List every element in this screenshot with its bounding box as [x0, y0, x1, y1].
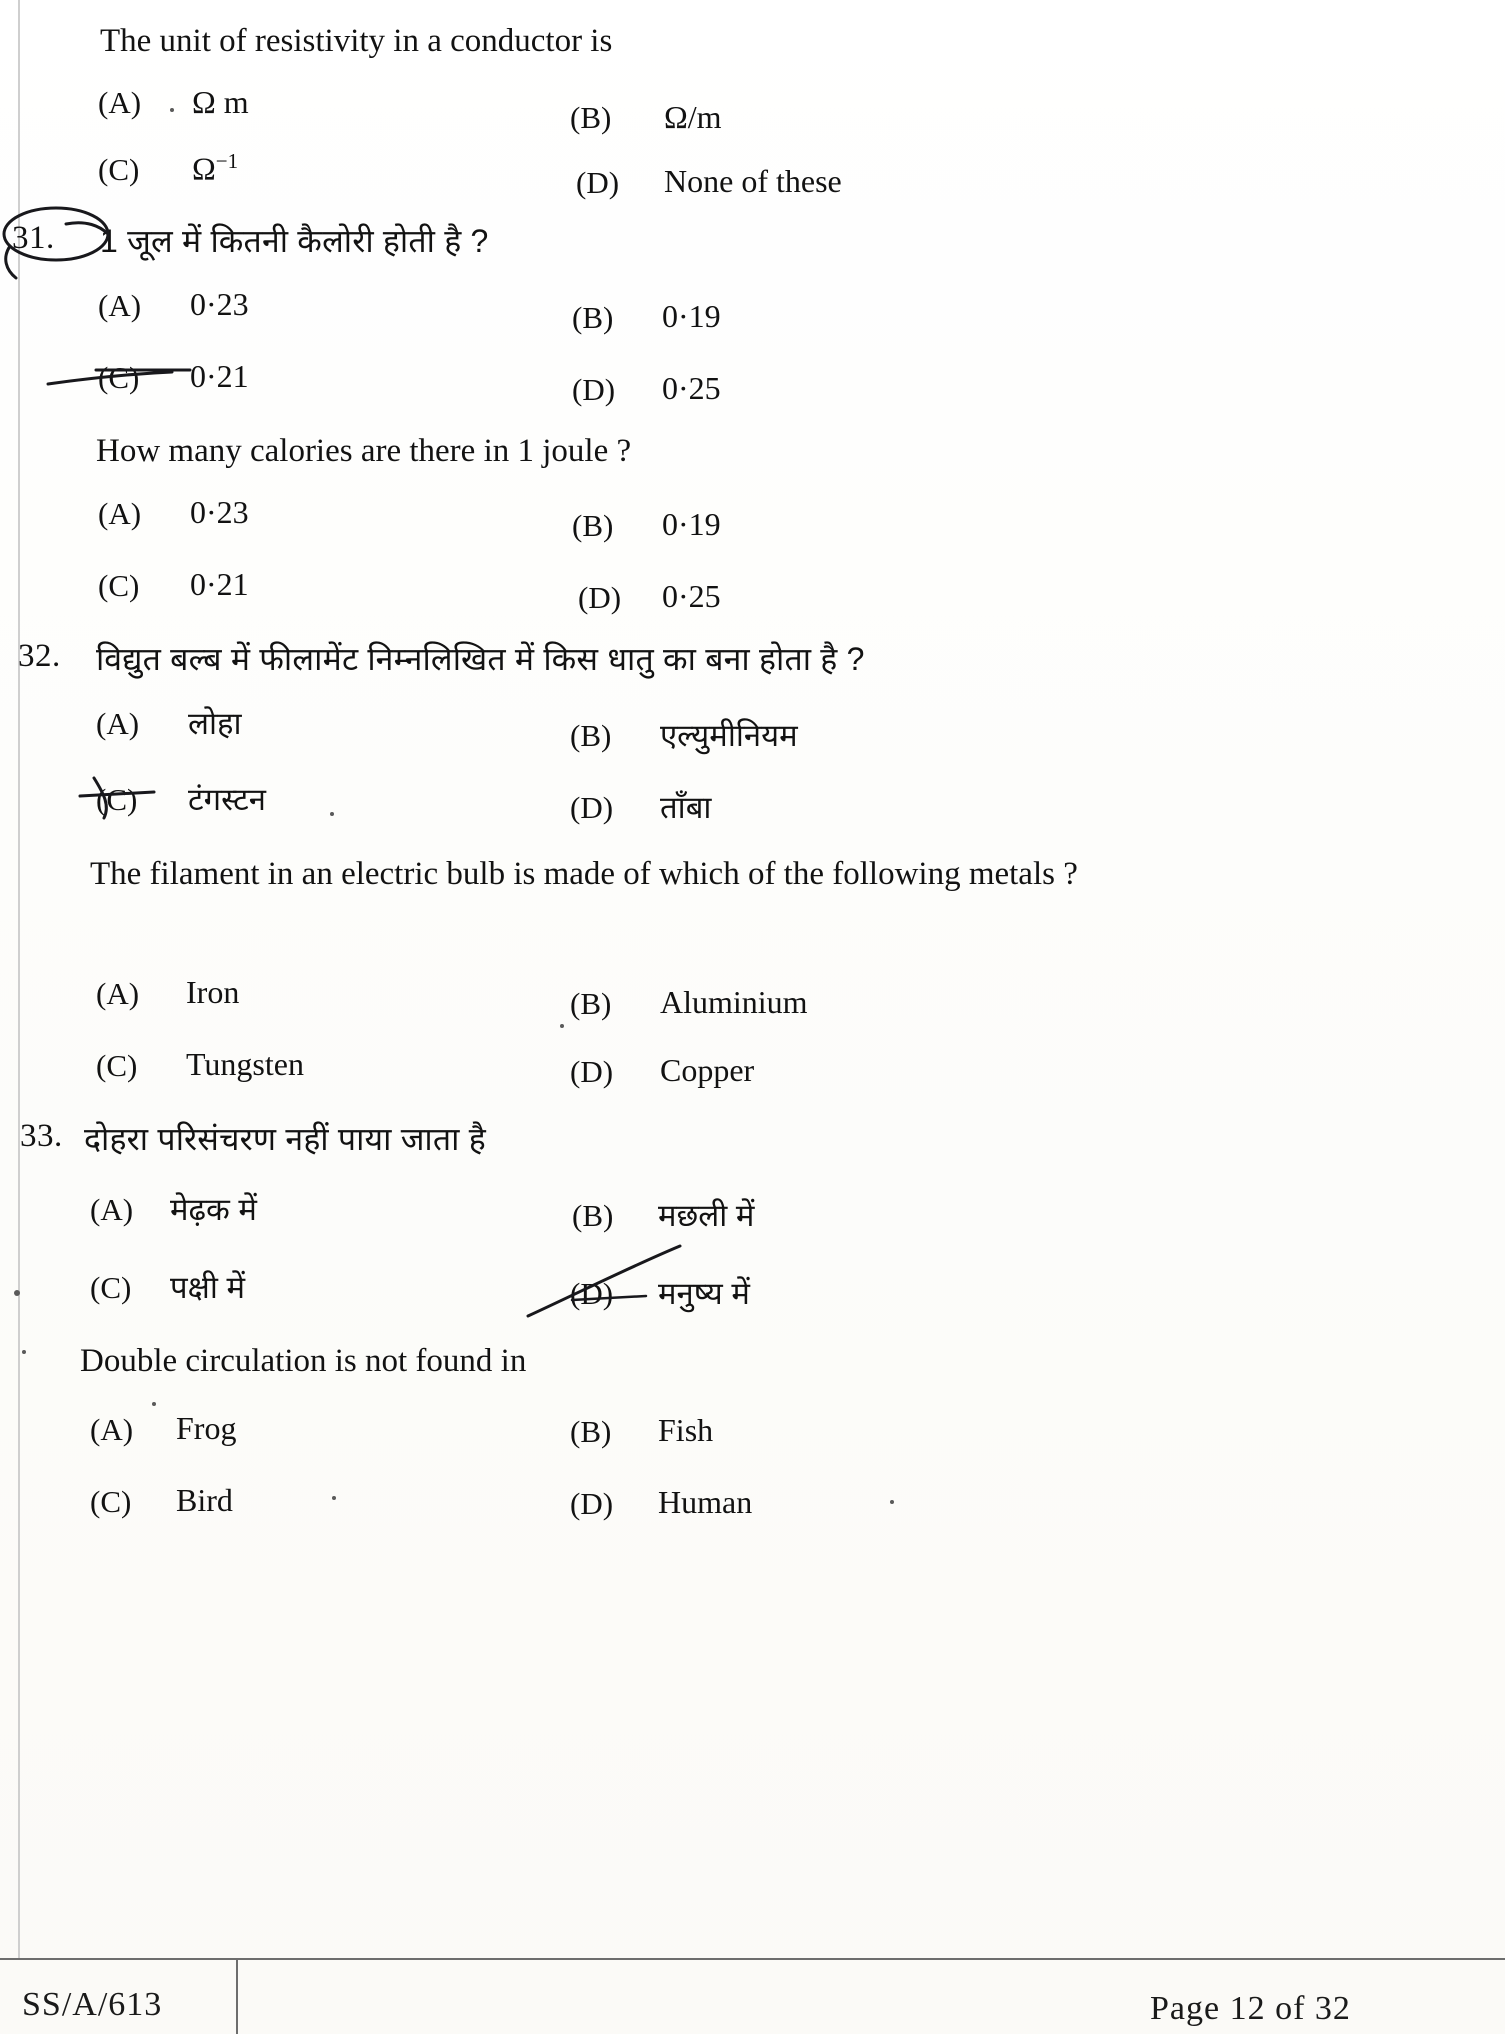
option-label-q31en-c: (C)	[98, 568, 140, 603]
option-text-q30-c-exponent: −1	[215, 149, 239, 173]
option-label-q32en-c: (C)	[96, 1048, 138, 1083]
option-text-q31-b: 0·19	[662, 298, 721, 334]
question-number-33: 33.	[20, 1118, 63, 1154]
option-text-q33-c: पक्षी में	[170, 1270, 246, 1305]
question-number-31: 31.	[12, 220, 55, 256]
option-label-q31en-d: (D)	[578, 580, 622, 615]
option-label-q32en-b: (B)	[570, 986, 612, 1021]
option-text-q33-a: मेढ़क में	[170, 1192, 257, 1227]
option-label-q31en-b: (B)	[572, 508, 614, 543]
option-text-q32en-a: Iron	[186, 974, 240, 1010]
question-stem-q33-en: Double circulation is not found in	[80, 1343, 527, 1379]
stray-ink-dot	[330, 812, 334, 816]
option-text-q31en-a: 0·23	[190, 494, 249, 530]
option-label-q30-c: (C)	[98, 152, 140, 187]
option-label-q33-a: (A)	[90, 1192, 134, 1227]
paper-code-footer: SS/A/613	[22, 1986, 163, 2023]
stray-ink-dot	[560, 1024, 564, 1028]
question-stem-q31-hi: 1 जूल में कितनी कैलोरी होती है ?	[100, 223, 489, 259]
stray-ink-dot	[152, 1402, 156, 1406]
question-stem-q32-hi: विद्युत बल्ब में फीलामेंट निम्नलिखित में किस धातु का बना होता है ?	[96, 641, 865, 677]
option-label-q33en-a: (A)	[90, 1412, 134, 1447]
page-left-border	[18, 0, 20, 1960]
option-text-q32-b: एल्युमीनियम	[660, 718, 798, 753]
option-text-q33en-a: Frog	[176, 1410, 237, 1446]
question-number-32: 32.	[18, 638, 61, 674]
option-label-q33en-c: (C)	[90, 1484, 132, 1519]
option-text-q30-d: None of these	[664, 163, 842, 199]
option-text-q33en-d: Human	[658, 1484, 753, 1520]
stray-ink-dot	[332, 1496, 336, 1500]
option-text-q31en-b: 0·19	[662, 506, 721, 542]
option-label-q33-b: (B)	[572, 1198, 614, 1233]
option-label-q33en-d: (D)	[570, 1486, 614, 1521]
option-label-q30-a: (A)	[98, 85, 142, 120]
option-text-q33en-c: Bird	[176, 1482, 233, 1518]
option-label-q30-d: (D)	[576, 165, 620, 200]
option-label-q33en-b: (B)	[570, 1414, 612, 1449]
option-label-q33-d: (D)	[570, 1276, 614, 1311]
option-label-q31-a: (A)	[98, 288, 142, 323]
option-text-q33-d: मनुष्य में	[658, 1276, 750, 1311]
option-label-q32-b: (B)	[570, 718, 612, 753]
option-label-q32-c: (C)	[96, 782, 138, 817]
option-text-q33-b: मछली में	[658, 1198, 755, 1233]
option-text-q32en-c: Tungsten	[186, 1046, 304, 1082]
option-label-q32en-d: (D)	[570, 1054, 614, 1089]
option-text-q30-a: Ω m	[192, 84, 249, 120]
page-footer-divider	[236, 1958, 238, 2034]
page-number-footer: Page 12 of 32	[1150, 1990, 1351, 2027]
question-stem-q30-en: The unit of resistivity in a conductor is	[100, 23, 613, 59]
option-text-q32-a: लोहा	[188, 706, 242, 741]
option-label-q31en-a: (A)	[98, 496, 142, 531]
option-text-q32-c: टंगस्टन	[188, 782, 266, 817]
question-stem-q31-en: How many calories are there in 1 joule ?	[96, 433, 632, 469]
option-text-q31-c: 0·21	[190, 358, 249, 394]
option-text-q31-a: 0·23	[190, 286, 249, 322]
option-label-q31-d: (D)	[572, 372, 616, 407]
option-text-q33en-b: Fish	[658, 1412, 714, 1448]
option-text-q30-b: Ω/m	[664, 99, 722, 135]
option-label-q31-c: (C)	[98, 360, 140, 395]
option-label-q31-b: (B)	[572, 300, 614, 335]
option-text-q30-c-value: Ω	[192, 150, 216, 187]
question-stem-q32-en: The filament in an electric bulb is made of which of the following metals ?	[90, 856, 1078, 892]
option-text-q32en-d: Copper	[660, 1052, 755, 1088]
option-label-q32-a: (A)	[96, 706, 140, 741]
option-text-q31-d: 0·25	[662, 370, 721, 406]
option-label-q32en-a: (A)	[96, 976, 140, 1011]
stray-ink-dot	[22, 1350, 26, 1354]
option-text-q32en-b: Aluminium	[660, 984, 808, 1020]
option-label-q30-b: (B)	[570, 100, 612, 135]
page-bottom-border	[0, 1958, 1505, 1960]
question-stem-q33-hi: दोहरा परिसंचरण नहीं पाया जाता है	[84, 1121, 486, 1157]
option-label-q33-c: (C)	[90, 1270, 132, 1305]
option-text-q30-c	[192, 149, 238, 188]
stray-ink-dot	[890, 1500, 894, 1504]
option-text-q31en-c: 0·21	[190, 566, 249, 602]
stray-ink-dot	[170, 108, 174, 112]
option-text-q32-d: ताँबा	[660, 790, 712, 825]
option-label-q32-d: (D)	[570, 790, 614, 825]
stray-ink-dot	[14, 1290, 20, 1296]
option-text-q31en-d: 0·25	[662, 578, 721, 614]
